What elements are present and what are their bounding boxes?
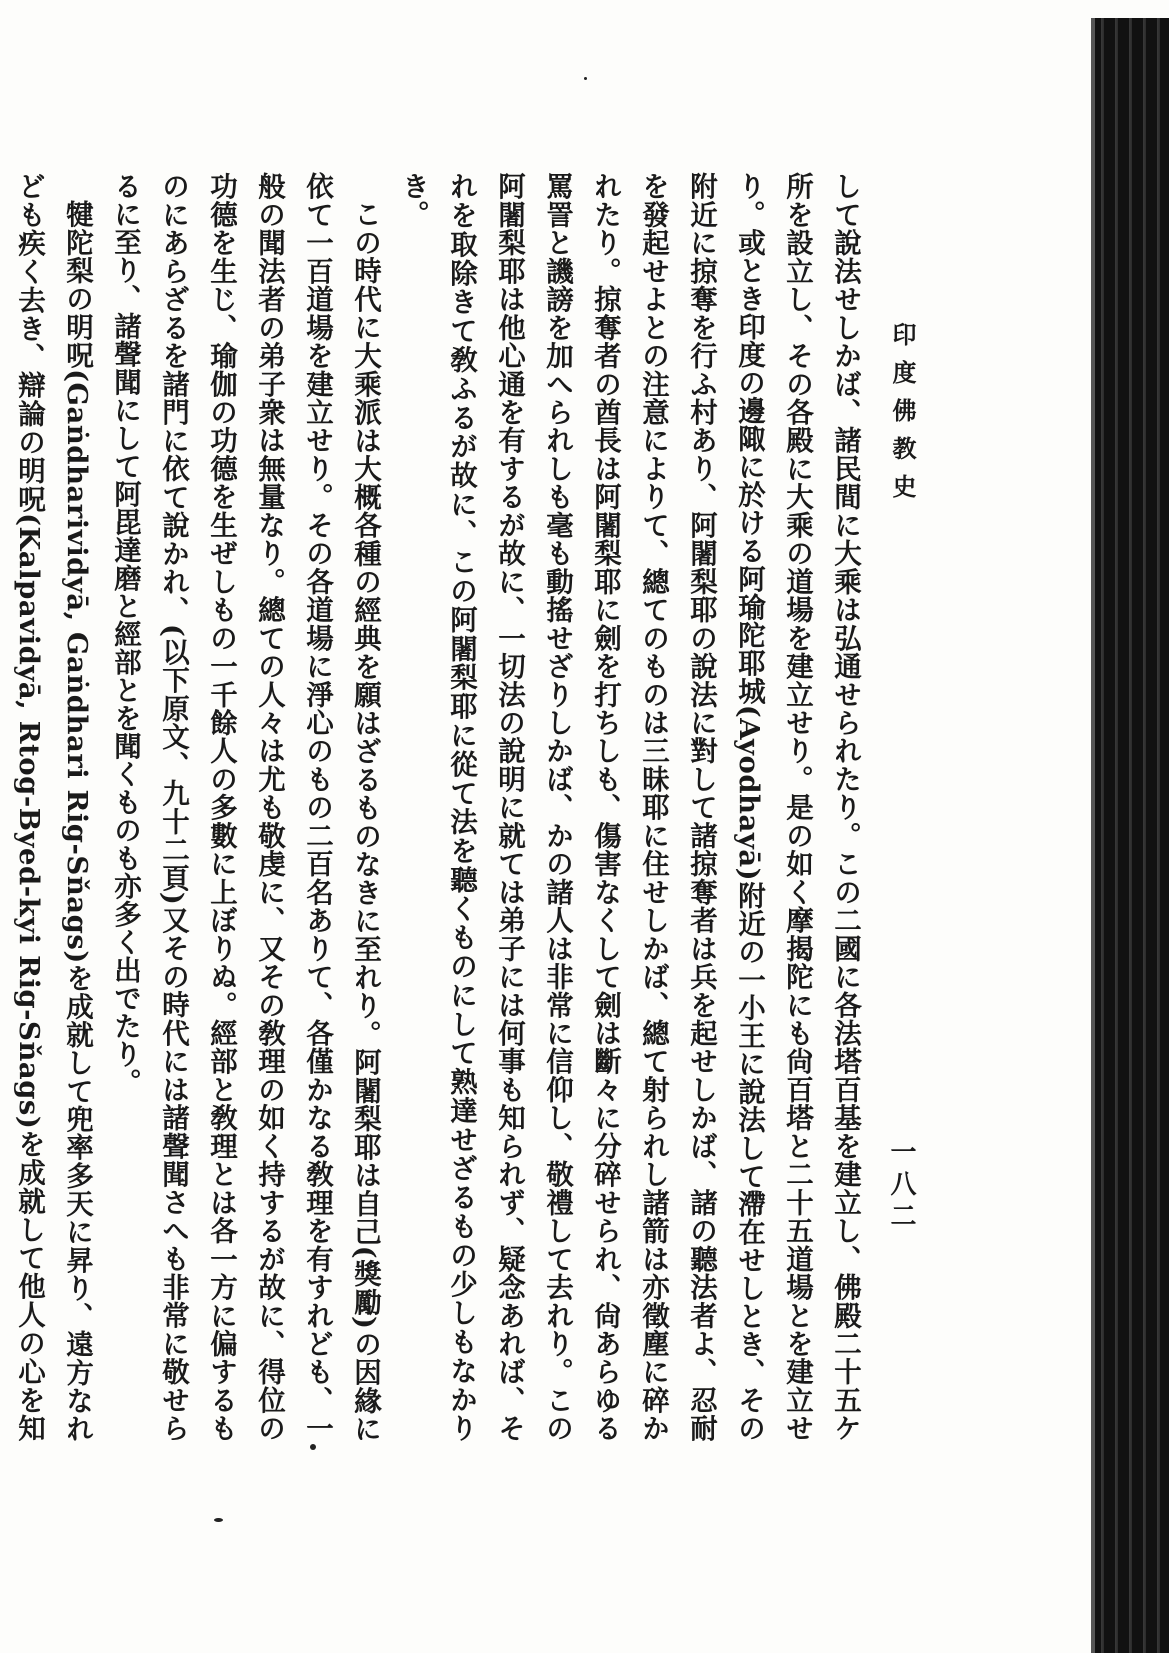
paragraph-3: 犍陀梨の明呪(Gaṅdharividyā, Gaṅdhari Rig-Sňags)を成就して兜率多天に昇り、遠方なれども疾く去き、辯論の明呪(Kalpavidyā, Rtog-Byed-kyi Rig-Sňags)を成就して他人の心を知: [13, 172, 93, 1442]
book-binding-edge: [1095, 18, 1169, 1653]
print-speck: [310, 1444, 316, 1450]
paragraph-1: して說法せしかば、諸民間に大乘は弘通せられたり。この二國に各法塔百基を建立し、佛殿二十五ケ所を設立し、その各殿に大乘の道場を建立せり。是の如く摩揭陀にも尙百塔と二十五道場とを建立せり。或とき印度の邊陬に於ける阿瑜陀耶城(Ayodhayā)附近の一小王に說法して滯在せしとき、その附近に掠奪を行ふ村あり、阿闍梨耶の說法に對して諸掠奪者は兵を起せしかば、諸の聽法者よ、忍耐を發起せよとの注意によりて、總てのものは三昧耶に住せしかば、總て射られし諸箭は亦徵塵に碎かれたり。掠奪者の酋長は阿闍梨耶に劍を打ちしも、傷害なくして劍は斷々に分碎せられ、尙あらゆる罵詈と譏謗を加へられしも毫も動搖せざりしかば、かの諸人は非常に信仰し、敬禮して去れり。この阿闍梨耶は他心通を有するが故に、一切法の說明に就ては弟子には何事も知られず、疑念あれば、それを取除きて敎ふるが故に、この阿闍梨耶に從て法を聽くものにして熟達せざるもの少しもなかりき。: [397, 172, 861, 1443]
running-header-title: 印度佛教史: [888, 322, 917, 512]
print-speck: [584, 77, 587, 80]
paragraph-2: この時代に大乘派は大概各種の經典を願はざるものなきに至れり。阿闍梨耶は自己(獎勵)の因緣に依て一百道場を建立せり。その各道場に淨心のもの二百名ありて、各僅かなる敎理を有すれども、一般の聞法者の弟子衆は無量なり。總ての人々は尤も敬虔に、又その敎理の如く持するが故に、得位の功德を生じ、瑜伽の功德を生ぜしもの一千餘人の多數に上ぼりぬ。經部と敎理とは各一方に偏するものにあらざるを諸門に依て說かれ、(以下原文、九十二頁)又その時代には諸聲聞さへも非常に敬せらるに至り、諸聲聞にして阿毘達磨と經部とを聞くものも亦多く出でたり。: [109, 172, 381, 1443]
print-speck: [214, 1518, 223, 1522]
body-text: [13, 172, 869, 1443]
page-number: 一八二: [886, 1138, 916, 1234]
binding-shadow: [1091, 18, 1095, 1653]
